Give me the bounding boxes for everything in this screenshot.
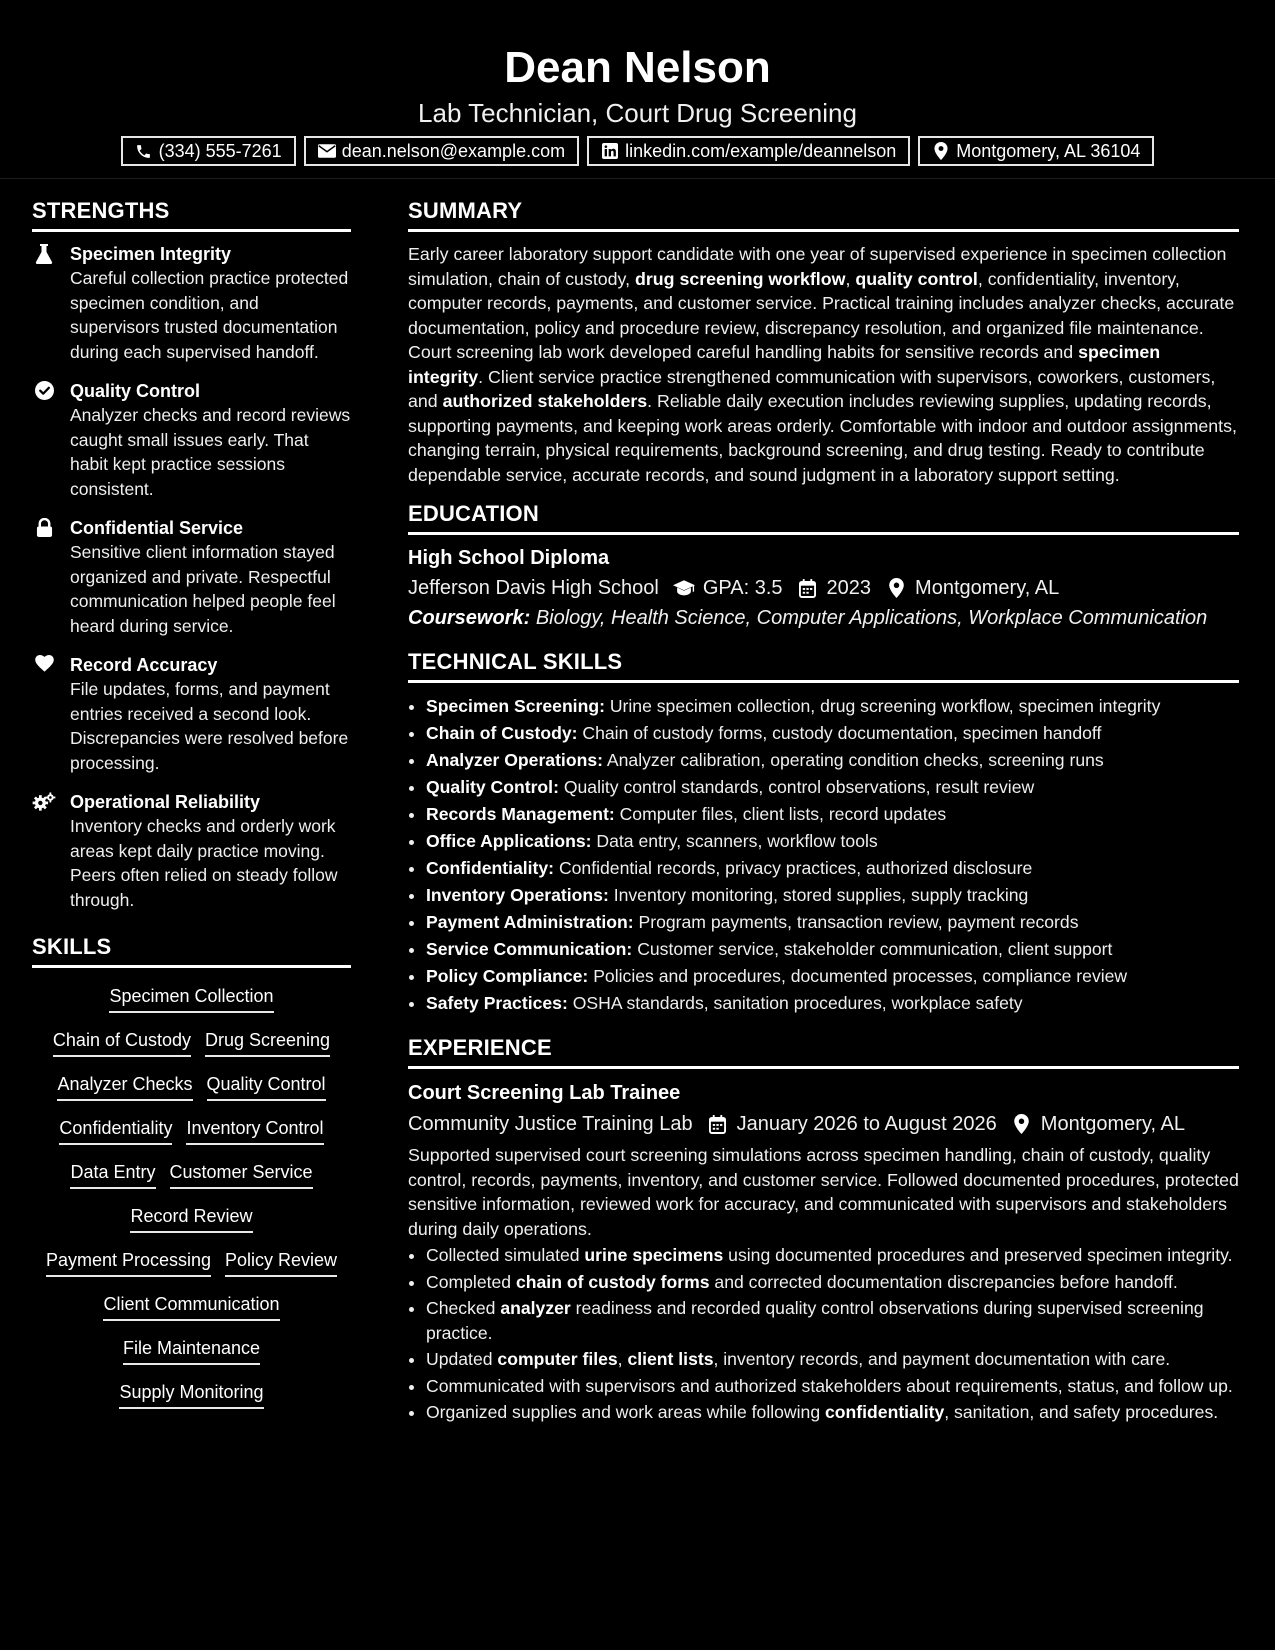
education-year: 2023 [826,577,872,599]
skill-detail: Customer service, stakeholder communication, client support [637,939,1113,959]
list-item [426,1243,1239,1268]
bullet-text: Organized supplies and work areas while following [426,1402,826,1422]
strength-text: Analyzer checks and record reviews caught small issues early. That habit kept practice sessions consistent. [70,405,351,499]
contact-linkedin[interactable] [587,136,910,166]
list-item [426,936,1239,963]
skill-tag: Quality Control [207,1072,326,1101]
experience-bullets [408,1243,1239,1425]
skill-tag: Customer Service [170,1160,313,1189]
summary-segment: . Client service practice strengthened communication with supervisors, coworkers, customers, and [408,366,1216,411]
skill-label: Payment Administration: [426,912,634,932]
contact-email-text: dean.nelson@example.com [341,140,566,161]
strength-title: Operational Reliability [70,792,261,812]
lock-icon [32,516,56,638]
skill-tag: Data Entry [70,1160,155,1189]
experience-meta [408,1109,1239,1139]
skills-heading: SKILLS [32,934,351,968]
list-item [426,720,1239,747]
strength-item [32,379,351,501]
check-circle-icon [32,379,56,501]
calendar-icon [707,1113,729,1135]
list-item [426,1347,1239,1372]
experience-role: Court Screening Lab Trainee [408,1082,681,1104]
heart-icon [32,653,56,775]
skill-label: Analyzer Operations: [426,750,603,770]
experience-description: Supported supervised court screening simulations across specimen handling, chain of custody, quality control, records, payments, inventory, and customer service. Followed documented procedures, protected sensitive information, reviewed work for accuracy, and communicated with supervisors and stakeholders during daily operations. [408,1145,1239,1239]
candidate-title: Lab Technician, Court Drug Screening [418,98,857,128]
bullet-highlight: confidentiality [825,1402,945,1422]
coursework-label: Coursework: [408,607,531,629]
bullet-text: , inventory records, and payment documentation with care. [713,1349,1171,1369]
experience-dates: January 2026 to August 2026 [736,1113,997,1135]
skill-tag: Inventory Control [186,1116,323,1145]
summary-text [408,242,1239,487]
bullet-highlight: chain of custody forms [515,1271,710,1292]
bullet-text: , sanitation, and safety procedures. [944,1402,1219,1422]
skill-tag: Chain of Custody [53,1028,191,1057]
calendar-icon [797,577,819,599]
skill-tag: Record Review [130,1204,252,1233]
contact-email[interactable] [304,136,579,166]
bullet-highlight: client lists [627,1349,714,1369]
experience-employer: Community Justice Training Lab [408,1113,693,1135]
summary-segment: . Reliable daily execution includes reviewing supplies, updating records, supporting payments, and keeping work areas orderly. Comfortable with indoor and outdoor assignments, changing terrain, physical requirements, background screening, and drug testing. Ready to contribute dependable service, accurate records, and sound judgment in a laboratory support setting. [408,391,1237,485]
map-pin-icon [1011,1113,1033,1135]
contact-location[interactable] [918,136,1154,166]
summary-highlight: specimen integrity [408,342,1161,387]
left-column [32,198,351,1424]
skill-detail: Urine specimen collection, drug screening workflow, specimen integrity [609,696,1161,716]
bullet-text: , [617,1349,628,1369]
bullet-highlight: urine specimens [584,1245,724,1265]
skill-tag: Specimen Collection [109,984,273,1013]
contact-phone-text: (334) 555-7261 [158,140,282,161]
bullet-text: using documented procedures and preserved specimen integrity. [723,1245,1233,1265]
strength-item [32,242,351,364]
list-item [426,990,1239,1017]
education-meta [408,573,1239,603]
bullet-text: Updated [426,1349,498,1369]
contact-linkedin-text: linkedin.com/example/deannelson [625,140,897,161]
contact-bar [0,136,1275,166]
map-pin-icon [932,142,950,160]
education-degree: High School Diploma [408,547,610,569]
summary-segment: Early career laboratory support candidate with one year of supervised experience in specimen collection simulation, chain of custody, [408,244,1227,289]
linkedin-icon [601,142,619,160]
skill-label: Specimen Screening: [426,696,605,716]
strength-text: Careful collection practice protected specimen condition, and supervisors trusted documentation during each supervised handoff. [70,268,349,362]
skill-label: Office Applications: [426,831,592,851]
skill-tag: Drug Screening [205,1028,330,1057]
envelope-icon [318,142,336,160]
list-item [426,909,1239,936]
education-heading: EDUCATION [408,501,1239,535]
technical-skills-list [408,693,1239,1017]
summary-highlight: quality control [855,268,978,289]
skill-label: Confidentiality: [426,858,555,878]
phone-icon [135,142,153,160]
contact-phone[interactable] [121,136,296,166]
contact-location-text: Montgomery, AL 36104 [956,140,1141,161]
list-item [426,693,1239,720]
technical-skills-section [408,649,1239,1017]
skill-label: Service Communication: [426,939,633,959]
graduation-cap-icon [673,577,695,599]
skill-detail: OSHA standards, sanitation procedures, workplace safety [572,993,1023,1013]
bullet-text: and corrected documentation discrepancies before handoff. [709,1271,1178,1292]
strength-title: Quality Control [70,381,200,401]
education-gpa: GPA: 3.5 [702,577,783,599]
list-item [426,828,1239,855]
skill-detail: Chain of custody forms, custody documentation, specimen handoff [582,723,1102,743]
list-item [426,1270,1239,1295]
gears-icon [32,790,56,912]
resume-header [0,0,1275,179]
list-item [426,1296,1239,1345]
skill-label: Policy Compliance: [426,966,589,986]
skill-detail: Quality control standards, control observations, result review [563,777,1035,797]
skill-tag: Client Communication [103,1292,279,1321]
skill-label: Records Management: [426,804,615,824]
skill-label: Safety Practices: [426,993,568,1013]
strengths-heading: STRENGTHS [32,198,351,232]
skill-tag: Confidentiality [59,1116,172,1145]
summary-segment: , confidentiality, inventory, computer records, payments, and customer service. Practical training includes analyzer checks, accurate documentation, policy and procedure review, discrepancy resolution, and organized file maintenance. Court screening lab work developed careful handling habits for sensitive records and [408,268,1235,362]
skill-tag: Payment Processing [46,1248,211,1277]
experience-heading: EXPERIENCE [408,1035,1239,1069]
flask-icon [32,242,56,364]
skill-detail: Confidential records, privacy practices, authorized disclosure [558,858,1033,878]
list-item [426,801,1239,828]
bullet-text: Checked [426,1298,501,1318]
skill-tag: Analyzer Checks [57,1072,192,1101]
experience-location: Montgomery, AL [1040,1113,1185,1135]
skills-list [32,978,351,1424]
skill-label: Quality Control: [426,777,559,797]
map-pin-icon [885,577,907,599]
bullet-text: readiness and recorded quality control observations during supervised screening practice. [426,1298,1204,1343]
list-item [426,855,1239,882]
skill-detail: Policies and procedures, documented processes, compliance review [593,966,1128,986]
strength-text: Sensitive client information stayed organized and private. Respectful communication helped people feel heard during service. [70,542,336,636]
list-item [426,774,1239,801]
summary-highlight: authorized stakeholders [442,391,648,411]
skill-tag: Supply Monitoring [119,1380,263,1409]
bullet-text: Completed [426,1271,516,1292]
list-item [426,963,1239,990]
strength-text: File updates, forms, and payment entries received a second look. Discrepancies were resolved before processing. [70,679,349,773]
bullet-text: Communicated with supervisors and authorized stakeholders about requirements, status, and follow up. [426,1375,1233,1396]
list-item [426,1374,1239,1399]
bullet-highlight: computer files [497,1349,618,1369]
strength-title: Record Accuracy [70,655,218,675]
strength-item [32,516,351,638]
skill-detail: Program payments, transaction review, payment records [638,912,1079,932]
education-location: Montgomery, AL [915,577,1060,599]
coursework-list: Biology, Health Science, Computer Applications, Workplace Communication [535,607,1208,629]
right-column [408,198,1239,1427]
bullet-text: Collected simulated [426,1245,585,1265]
skill-detail: Inventory monitoring, stored supplies, supply tracking [613,885,1029,905]
candidate-name: Dean Nelson [504,43,771,92]
list-item [426,882,1239,909]
bullet-highlight: analyzer [500,1298,571,1318]
skill-tag: Policy Review [225,1248,337,1277]
skill-tag: File Maintenance [123,1336,260,1365]
skill-detail: Computer files, client lists, record updates [619,804,947,824]
technical-skills-heading: TECHNICAL SKILLS [408,649,1239,683]
strength-title: Specimen Integrity [70,244,232,264]
strength-item [32,653,351,775]
skill-label: Chain of Custody: [426,723,578,743]
list-item [426,747,1239,774]
summary-heading: SUMMARY [408,198,1239,232]
skill-detail: Data entry, scanners, workflow tools [596,831,878,851]
education-school: Jefferson Davis High School [408,577,659,599]
list-item [426,1400,1239,1425]
skill-label: Inventory Operations: [426,885,609,905]
summary-segment: , [845,268,856,289]
strength-title: Confidential Service [70,518,244,538]
strength-item [32,790,351,912]
strength-text: Inventory checks and orderly work areas kept daily practice moving. Peers often relied on steady follow through. [70,816,338,910]
skill-detail: Analyzer calibration, operating condition checks, screening runs [606,750,1104,770]
summary-highlight: drug screening workflow [635,268,846,289]
education-coursework [408,603,1239,633]
